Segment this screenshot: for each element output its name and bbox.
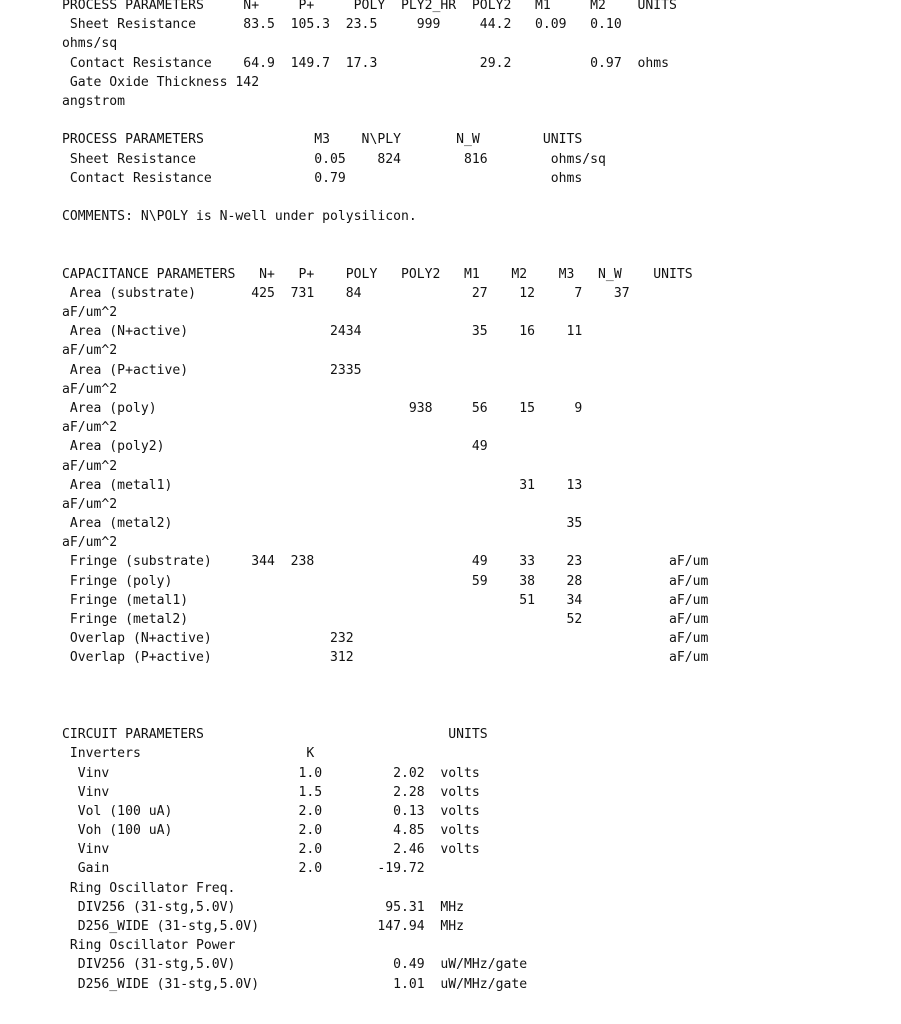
report-line: Vinv 1.5 2.28 volts	[62, 784, 480, 800]
report-line: Area (metal2) 35	[62, 516, 583, 532]
report-line: Voh (100 uA) 2.0 4.85 volts	[62, 823, 480, 839]
report-line: aF/um^2	[62, 343, 118, 359]
report-line: Fringe (substrate) 344 238 49 33 23 aF/um	[62, 554, 709, 570]
report-line: Area (N+active) 2434 35 16 11	[62, 324, 583, 340]
report-line	[62, 706, 708, 725]
report-line: Area (poly2) 49	[62, 439, 488, 455]
report-line: aF/um^2	[62, 381, 118, 397]
report-line: Contact Resistance 64.9 149.7 17.3 29.2 0.97 ohms	[62, 55, 669, 71]
report-line: Overlap (N+active) 232 aF/um	[62, 631, 709, 647]
report-line: Area (poly) 938 56 15 9	[62, 400, 583, 416]
report-line	[62, 226, 708, 245]
report-line: aF/um^2	[62, 535, 118, 551]
report-line: Sheet Resistance 0.05 824 816 ohms/sq	[62, 151, 606, 167]
report-line: Fringe (metal2) 52 aF/um	[62, 612, 709, 627]
report-line: Fringe (poly) 59 38 28 aF/um	[62, 573, 709, 589]
report-line: Vinv 1.0 2.02 volts	[62, 765, 480, 781]
report-line: Inverters K	[62, 746, 315, 762]
parameter-report	[62, 0, 708, 994]
report-line: ohms/sq	[62, 36, 118, 52]
report-line	[62, 245, 708, 264]
report-line	[62, 111, 708, 130]
report-line: Sheet Resistance 83.5 105.3 23.5 999 44.2 0.09 0.10	[62, 17, 622, 33]
report-line: Vol (100 uA) 2.0 0.13 volts	[62, 803, 480, 819]
report-line	[62, 668, 708, 687]
report-line: Gain 2.0 -19.72	[62, 861, 425, 877]
report-line: PROCESS PARAMETERS N+ P+ POLY PLY2_HR POLY2 M1 M2 UNITS	[62, 0, 677, 13]
report-line: D256_WIDE (31-stg,5.0V) 1.01 uW/MHz/gate	[62, 976, 528, 992]
report-line: aF/um^2	[62, 496, 118, 512]
report-line	[62, 188, 708, 207]
report-line: angstrom	[62, 93, 126, 109]
report-line: Ring Oscillator Power	[62, 938, 236, 954]
report-line: aF/um^2	[62, 305, 118, 320]
report-line: aF/um^2	[62, 420, 118, 436]
report-line: Gate Oxide Thickness 142	[62, 74, 260, 90]
report-line: Ring Oscillator Freq.	[62, 880, 236, 896]
report-line: Contact Resistance 0.79 ohms	[62, 170, 583, 186]
report-line: Area (metal1) 31 13	[62, 477, 583, 493]
report-line: Overlap (P+active) 312 aF/um	[62, 650, 709, 666]
report-line: DIV256 (31-stg,5.0V) 0.49 uW/MHz/gate	[62, 957, 528, 973]
report-line: D256_WIDE (31-stg,5.0V) 147.94 MHz	[62, 919, 465, 934]
report-line	[62, 687, 708, 706]
report-line: Fringe (metal1) 51 34 aF/um	[62, 592, 709, 608]
report-line: COMMENTS: N\POLY is N-well under polysilicon.	[62, 209, 417, 225]
report-line: DIV256 (31-stg,5.0V) 95.31 MHz	[62, 899, 465, 915]
report-line: Area (substrate) 425 731 84 27 12 7 37	[62, 285, 630, 301]
report-line: CIRCUIT PARAMETERS UNITS	[62, 727, 488, 743]
report-line: aF/um^2	[62, 458, 118, 474]
report-line: Vinv 2.0 2.46 volts	[62, 842, 480, 858]
report-line: PROCESS PARAMETERS M3 N\PLY N_W UNITS	[62, 132, 583, 148]
report-line: Area (P+active) 2335	[62, 362, 362, 378]
report-line: CAPACITANCE PARAMETERS N+ P+ POLY POLY2 M1 M2 M3 N_W UNITS	[62, 266, 693, 282]
